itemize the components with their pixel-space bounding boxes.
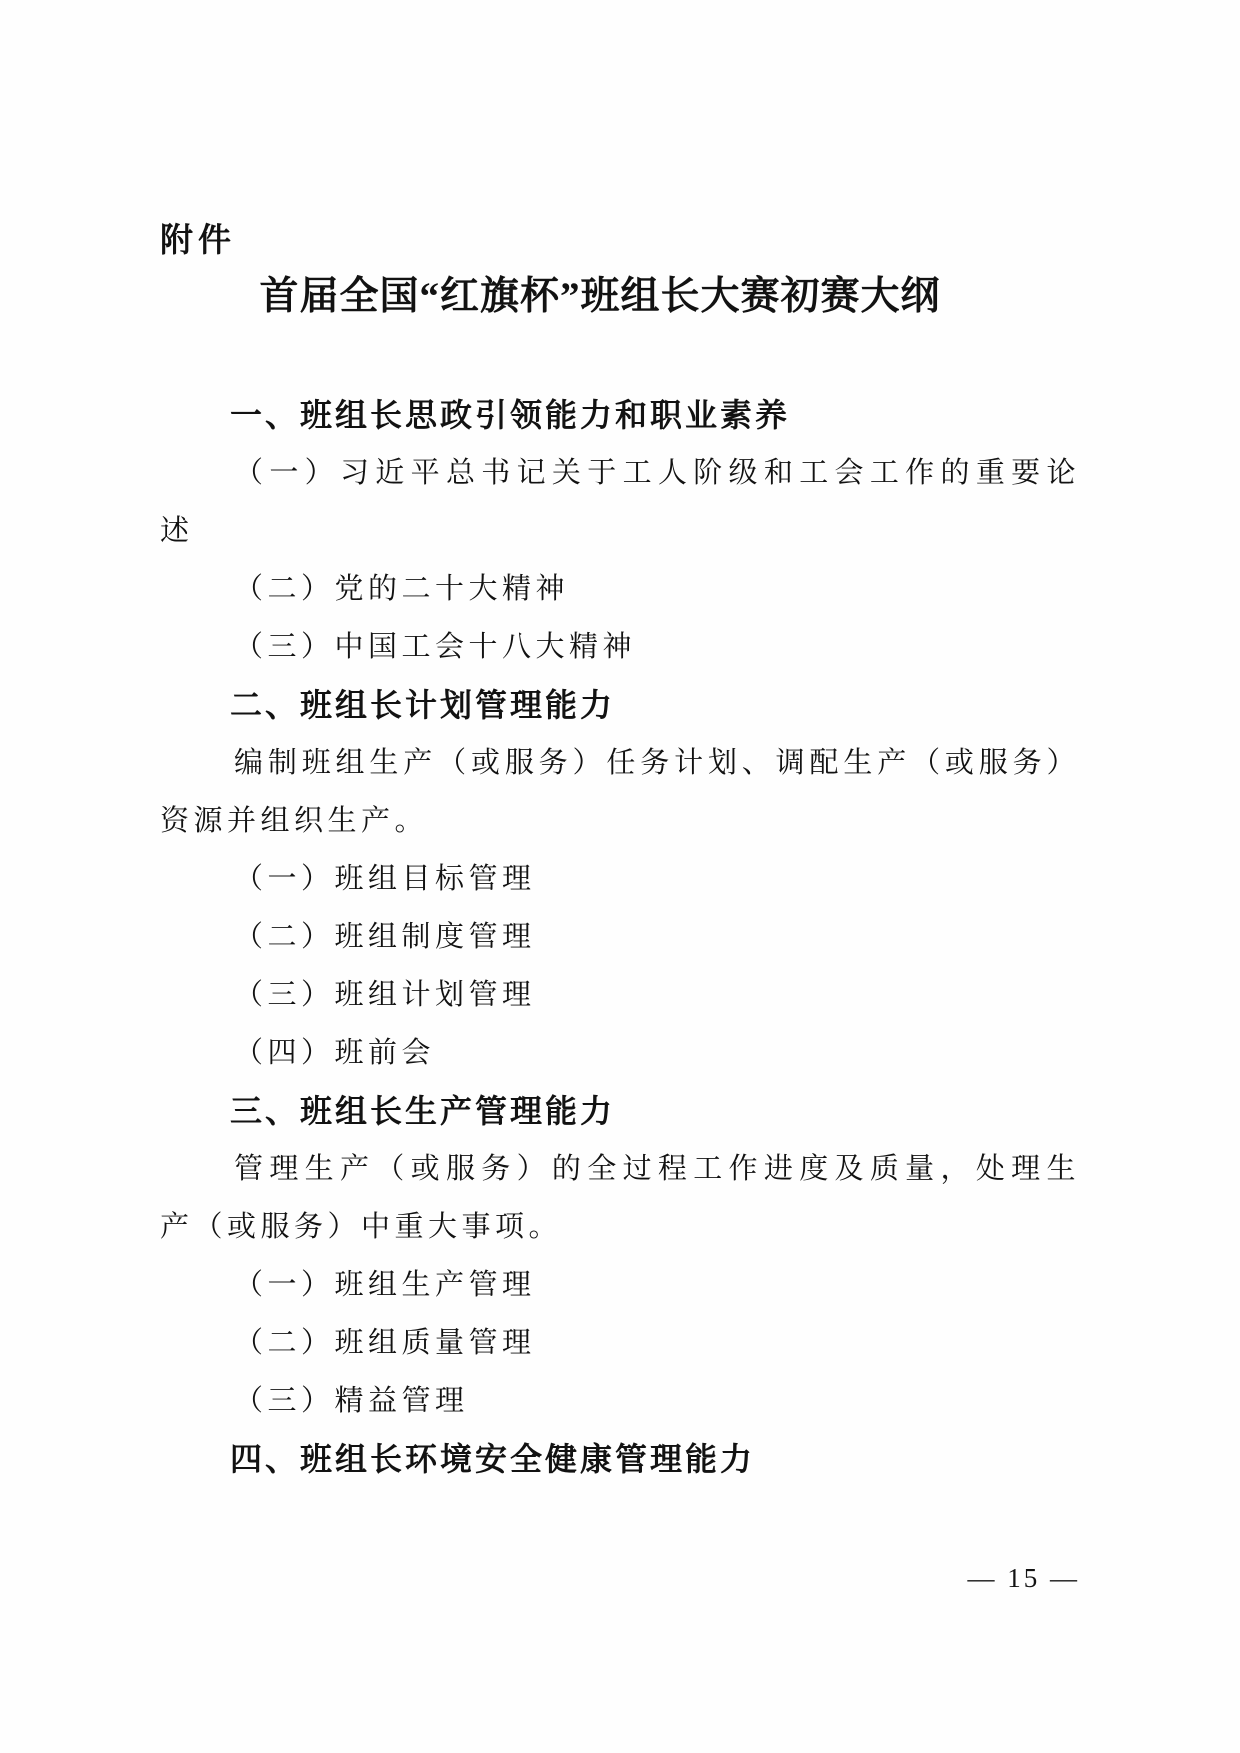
body-line: （三）中国工会十八大精神: [234, 631, 637, 663]
document-body: [160, 386, 1080, 1488]
body-line: （三）班组计划管理: [234, 979, 536, 1011]
section-heading: 四、班组长环境安全健康管理能力: [230, 1441, 756, 1477]
section-heading: 一、班组长思政引领能力和职业素养: [230, 397, 791, 433]
body-line: （三）精益管理: [234, 1385, 469, 1417]
body-line: （一）班组生产管理: [234, 1269, 536, 1301]
body-line: （二）班组质量管理: [234, 1327, 536, 1359]
body-line: 资源并组织生产。: [160, 805, 429, 837]
body-line: （二）党的二十大精神: [234, 573, 570, 605]
body-line: 产（或服务）中重大事项。: [160, 1211, 563, 1243]
body-line: 编制班组生产（或服务）任务计划、调配生产（或服务）: [234, 747, 1080, 779]
body-line: （四）班前会: [234, 1037, 436, 1069]
body-line: 管理生产（或服务）的全过程工作进度及质量，处理生: [234, 1153, 1080, 1185]
section-heading: 三、班组长生产管理能力: [230, 1093, 616, 1129]
body-line: （一）班组目标管理: [234, 863, 536, 895]
page-title: 首届全国“红旗杯”班组长大赛初赛大纲: [259, 275, 941, 318]
body-line: （二）班组制度管理: [234, 921, 536, 953]
section-heading: 二、班组长计划管理能力: [230, 687, 616, 723]
page-number: — 15 —: [967, 1563, 1080, 1593]
body-line: 述: [160, 515, 194, 547]
body-line: （一）习近平总书记关于工人阶级和工会工作的重要论: [234, 457, 1080, 489]
attachment-label: 附件: [160, 221, 236, 258]
